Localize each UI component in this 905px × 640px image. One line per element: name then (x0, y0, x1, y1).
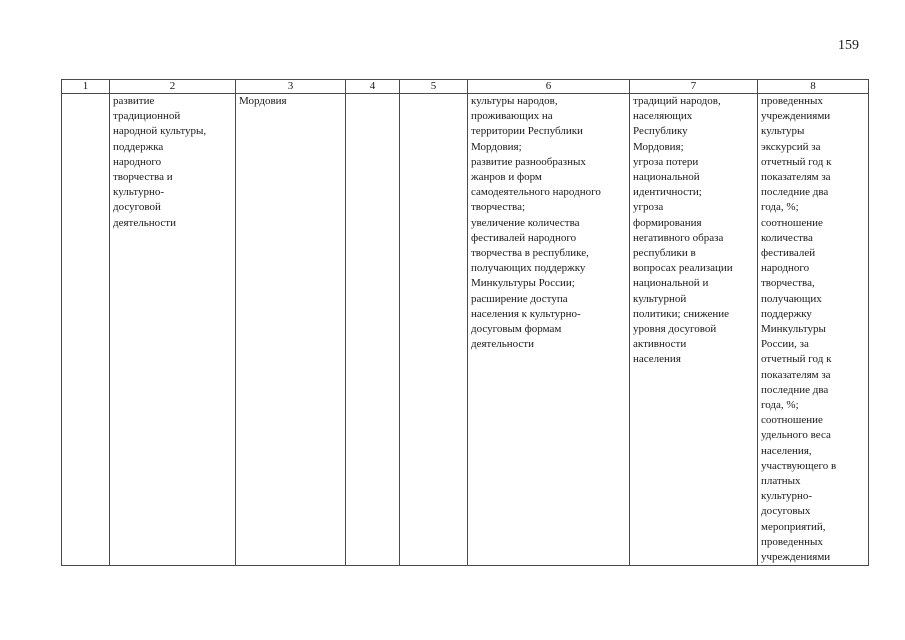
table-cell (758, 94, 869, 566)
page-number: 159 (838, 38, 859, 53)
table-cell (400, 94, 468, 566)
table-row (62, 94, 869, 566)
column-header-5: 5 (400, 80, 468, 94)
cell-text-col-8: проведенных учреждениями культуры экскурсий за отчетный год к показателям за последние два года, %; соотношение количества фестивалей народного творчества, получающих поддержку Минкультуры России, за отчетный год к показателям за последние два года, %; соотношение удельного веса населения, участвующего в платных культурно- досуговых мероприятий, проведенных учреждениями (761, 95, 837, 564)
column-header-4: 4 (346, 80, 400, 94)
table-cell (62, 94, 110, 566)
table-cell (236, 94, 346, 566)
column-header-2: 2 (110, 80, 236, 94)
table-cell (468, 94, 630, 566)
cell-text-col-3: Мордовия (239, 95, 287, 107)
cell-text-col-6: культуры народов, проживающих на территории Республики Мордовия; развитие разнообразных жанров и форм самодеятельного народного творчества; увеличение количества фестивалей народного творчества в республике, получающих поддержку Минкультуры России; расширение доступа населения к культурно- досуговым формам деятельности (471, 95, 601, 351)
column-header-8: 8 (758, 80, 869, 94)
document-table (61, 79, 869, 566)
header-row (62, 80, 869, 94)
column-header-1: 1 (62, 80, 110, 94)
table-cell (110, 94, 236, 566)
column-header-3: 3 (236, 80, 346, 94)
column-header-6: 6 (468, 80, 630, 94)
table-cell (630, 94, 758, 566)
cell-text-col-2: развитие традиционной народной культуры, поддержка народного творчества и культурно- досуговой деятельности (113, 95, 207, 229)
column-header-7: 7 (630, 80, 758, 94)
cell-text-col-7: традиций народов, населяющих Республику Мордовия; угроза потери национальной идентичности; угроза формирования негативного образа республики в вопросах реализации национальной и культурной политики; снижение уровня досуговой активности населения (633, 95, 733, 366)
table-cell (346, 94, 400, 566)
